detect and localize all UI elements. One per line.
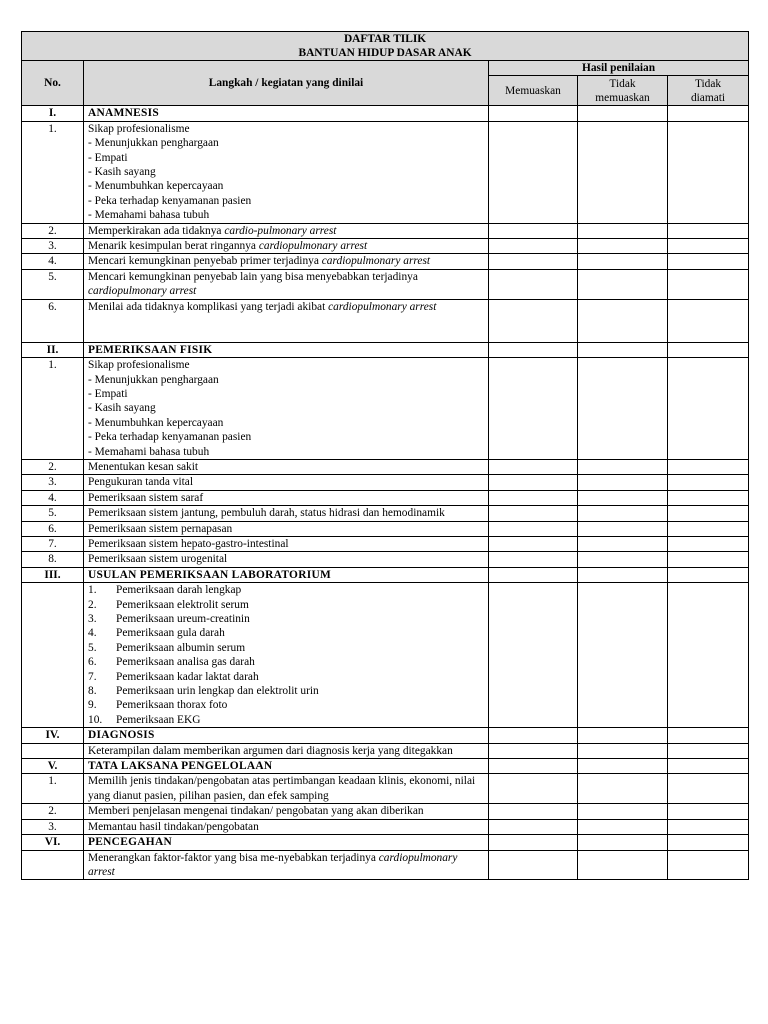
step-term: cardiopulmonary arrest [328,300,437,313]
table-row [22,269,749,299]
step-line: - Menunjukkan penghargaan [88,373,219,386]
cell-satisfactory[interactable] [489,552,578,567]
cell-satisfactory[interactable] [489,121,578,223]
cell-satisfactory[interactable] [489,743,578,758]
row-step: Memilih jenis tindakan/pengobatan atas pertimbangan keadaan klinis, ekonomi, nilai yang dianut pasien, pilihan pasien, dan efek samping [84,774,489,804]
table-row [22,223,749,238]
cell-unobserved[interactable] [668,490,749,505]
step-line: - Memahami bahasa tubuh [88,445,210,458]
row-step: Pemeriksaan sistem saraf [84,490,489,505]
row-number-empty [22,850,84,880]
list-item [88,612,484,626]
table-row [22,475,749,490]
step-term: cardiopulmonary arrest [258,240,368,253]
row-number: 2. [22,459,84,474]
table-row [22,850,749,880]
step-text: Menilai ada tidaknya komplikasi yang terjadi akibat [88,300,329,313]
cell-unsatisfactory[interactable] [578,223,668,238]
item-number: 5. [88,641,97,654]
row-number: 5. [22,269,84,299]
row-step: Pemeriksaan sistem hepato-gastro-intestinal [84,536,489,551]
list-item [88,598,484,612]
item-text: Pemeriksaan ureum-creatinin [116,613,250,625]
cell-unobserved[interactable] [668,583,749,728]
cell-satisfactory[interactable] [489,342,578,357]
col-unobserved-header [668,76,749,106]
cell-unsatisfactory[interactable] [578,804,668,819]
row-number: 2. [22,804,84,819]
table-row [22,254,749,269]
step-term: cardiopulmonary arrest [88,285,197,298]
title-line-1: DAFTAR TILIK [343,33,427,45]
step-text: Mencari kemungkinan penyebab primer terjadinya [88,255,322,268]
row-step [84,850,489,880]
cell-unobserved[interactable] [668,536,749,551]
row-number-empty [22,583,84,728]
table-row [22,804,749,819]
cell-unobserved[interactable] [668,552,749,567]
list-item [88,713,484,727]
row-step: Pemeriksaan sistem jantung, pembuluh darah, status hidrasi dan hemodinamik [84,506,489,521]
cell-unsatisfactory[interactable] [578,728,668,743]
item-number: 3. [88,613,97,625]
section-row-prevention [22,835,749,850]
row-step: Menentukan kesan sakit [84,459,489,474]
item-number: 7. [88,670,97,683]
row-number: 3. [22,819,84,834]
cell-satisfactory[interactable] [489,223,578,238]
row-number: 4. [22,254,84,269]
row-step: Memberi penjelasan mengenai tindakan/ pengobatan yang akan diberikan [84,804,489,819]
cell-unsatisfactory[interactable] [578,475,668,490]
cell-unobserved[interactable] [668,835,749,850]
item-text: Pemeriksaan elektrolit serum [116,598,249,611]
table-row [22,583,749,728]
item-number: 2. [88,598,97,611]
table-row [22,743,749,758]
cell-unsatisfactory[interactable] [578,490,668,505]
cell-satisfactory[interactable] [489,536,578,551]
row-step [84,121,489,223]
item-text: Pemeriksaan darah lengkap [116,584,242,597]
item-text: Pemeriksaan kadar laktat darah [116,670,259,683]
section-row-lab-proposal [22,567,749,582]
cell-unsatisfactory[interactable] [578,521,668,536]
section-row-diagnosis [22,728,749,743]
table-row [22,299,749,342]
list-item [88,670,484,684]
cell-satisfactory[interactable] [489,299,578,342]
cell-unsatisfactory[interactable] [578,269,668,299]
cell-unobserved[interactable] [668,804,749,819]
cell-satisfactory[interactable] [489,819,578,834]
cell-unobserved[interactable] [668,121,749,223]
step-line: - Kasih sayang [88,166,156,179]
title-row [22,32,749,61]
step-text: Menarik kesimpulan berat ringannya [88,240,259,253]
row-number: 1. [22,774,84,804]
col-unobserved-line-1: Tidak [694,77,722,90]
table-row [22,506,749,521]
cell-satisfactory[interactable] [489,239,578,254]
section-title: PENCEGAHAN [84,835,489,850]
row-step: Memantau hasil tindakan/pengobatan [84,819,489,834]
row-number: 6. [22,521,84,536]
cell-satisfactory[interactable] [489,804,578,819]
col-unsatisfactory-line-1: Tidak [609,77,636,90]
step-line: - Menumbuhkan kepercayaan [88,180,224,193]
cell-unobserved[interactable] [668,269,749,299]
cell-unobserved[interactable] [668,506,749,521]
cell-unsatisfactory[interactable] [578,342,668,357]
cell-unsatisfactory[interactable] [578,759,668,774]
cell-satisfactory[interactable] [489,254,578,269]
section-number: IV. [22,728,84,743]
cell-satisfactory[interactable] [489,850,578,880]
cell-unobserved[interactable] [668,850,749,880]
row-number: 7. [22,536,84,551]
item-number: 1. [88,584,97,597]
list-item [88,641,484,655]
cell-unsatisfactory[interactable] [578,819,668,834]
table-row [22,819,749,834]
list-item [88,655,484,669]
cell-unsatisfactory[interactable] [578,299,668,342]
cell-satisfactory[interactable] [489,506,578,521]
cell-satisfactory[interactable] [489,358,578,460]
cell-satisfactory[interactable] [489,835,578,850]
row-number: 3. [22,239,84,254]
row-step: Pemeriksaan sistem urogenital [84,552,489,567]
row-number: 2. [22,223,84,238]
cell-unsatisfactory[interactable] [578,536,668,551]
cell-unsatisfactory[interactable] [578,583,668,728]
table-row [22,490,749,505]
cell-unsatisfactory[interactable] [578,567,668,582]
section-row-physical-exam [22,342,749,357]
lab-list [84,583,489,728]
step-term: cardio-pulmonary arrest [224,224,337,237]
cell-satisfactory[interactable] [489,728,578,743]
cell-unsatisfactory[interactable] [578,552,668,567]
item-number: 8. [88,685,97,698]
row-number: 1. [22,121,84,223]
cell-unsatisfactory[interactable] [578,358,668,460]
cell-unsatisfactory[interactable] [578,850,668,880]
cell-unobserved[interactable] [668,106,749,121]
section-number: I. [22,106,84,121]
item-number: 4. [88,627,97,640]
row-number: 8. [22,552,84,567]
step-line: - Memahami bahasa tubuh [88,209,210,222]
list-item [88,684,484,698]
checklist-sheet [21,31,748,880]
section-number: II. [22,342,84,357]
cell-unobserved[interactable] [668,521,749,536]
item-text: Pemeriksaan urin lengkap dan elektrolit urin [116,685,319,698]
step-text: Menerangkan faktor-faktor yang bisa me-nyebabkan terjadinya [88,851,379,864]
col-unsatisfactory-line-2: memuaskan [595,91,650,104]
row-step [84,254,489,269]
table-row [22,459,749,474]
header-row-1 [22,61,749,76]
cell-satisfactory[interactable] [489,269,578,299]
step-term: cardiopulmonary arrest [88,851,458,878]
section-title: USULAN PEMERIKSAAN LABORATORIUM [84,567,489,582]
row-step [84,299,489,342]
cell-unsatisfactory[interactable] [578,121,668,223]
document-title [22,32,749,61]
item-number: 10. [88,713,103,726]
step-line: - Peka terhadap kenyamanan pasien [88,194,252,207]
item-text: Pemeriksaan thorax foto [116,699,228,712]
table-row [22,239,749,254]
row-number: 1. [22,358,84,460]
step-line: - Menunjukkan penghargaan [88,137,219,150]
cell-satisfactory[interactable] [489,459,578,474]
item-number: 9. [88,699,97,712]
table-row [22,358,749,460]
item-text: Pemeriksaan EKG [116,713,201,726]
row-step: Keterampilan dalam memberikan argumen dari diagnosis kerja yang ditegakkan [84,743,489,758]
step-line: Sikap profesionalisme [88,359,190,372]
step-line: - Empati [88,151,128,164]
table-row [22,536,749,551]
cell-unobserved[interactable] [668,358,749,460]
section-title: PEMERIKSAAN FISIK [84,342,489,357]
table-row [22,121,749,223]
row-step: Pemeriksaan sistem pernapasan [84,521,489,536]
col-step-header: Langkah / kegiatan yang dinilai [84,61,489,106]
step-term: cardiopulmonary arrest [321,255,431,268]
section-number: V. [22,759,84,774]
row-step [84,358,489,460]
cell-unobserved[interactable] [668,223,749,238]
col-unsatisfactory-header [578,76,668,106]
cell-unsatisfactory[interactable] [578,835,668,850]
section-number: III. [22,567,84,582]
row-number: 3. [22,475,84,490]
section-number: VI. [22,835,84,850]
item-text: Pemeriksaan gula darah [116,627,225,640]
cell-unsatisfactory[interactable] [578,106,668,121]
list-item [88,583,484,597]
table-row [22,521,749,536]
row-step [84,269,489,299]
step-line: - Peka terhadap kenyamanan pasien [88,431,252,444]
cell-unsatisfactory[interactable] [578,254,668,269]
row-step: Pengukuran tanda vital [84,475,489,490]
cell-unobserved[interactable] [668,774,749,804]
col-satisfactory-header: Memuaskan [489,76,578,106]
cell-unobserved[interactable] [668,728,749,743]
section-title: ANAMNESIS [84,106,489,121]
list-item [88,698,484,712]
cell-satisfactory[interactable] [489,475,578,490]
item-text: Pemeriksaan albumin serum [116,641,246,654]
step-line: - Empati [88,387,128,400]
cell-unsatisfactory[interactable] [578,506,668,521]
cell-unobserved[interactable] [668,342,749,357]
checklist-table [21,31,749,880]
cell-unobserved[interactable] [668,254,749,269]
step-text: Mencari kemungkinan penyebab lain yang bisa menyebabkan terjadinya [88,270,418,283]
cell-unobserved[interactable] [668,475,749,490]
section-row-management [22,759,749,774]
cell-unobserved[interactable] [668,239,749,254]
step-line: - Menumbuhkan kepercayaan [88,416,224,429]
cell-satisfactory[interactable] [489,106,578,121]
row-number: 4. [22,490,84,505]
step-line: - Kasih sayang [88,402,156,415]
item-number: 6. [88,656,97,669]
cell-unobserved[interactable] [668,743,749,758]
cell-satisfactory[interactable] [489,567,578,582]
cell-unobserved[interactable] [668,299,749,342]
cell-satisfactory[interactable] [489,490,578,505]
cell-satisfactory[interactable] [489,583,578,728]
item-text: Pemeriksaan analisa gas darah [116,656,255,669]
step-text: Memperkirakan ada tidaknya [88,224,225,237]
title-line-2: BANTUAN HIDUP DASAR ANAK [298,47,472,59]
cell-satisfactory[interactable] [489,521,578,536]
section-title: DIAGNOSIS [84,728,489,743]
cell-unsatisfactory[interactable] [578,774,668,804]
cell-unsatisfactory[interactable] [578,459,668,474]
section-title: TATA LAKSANA PENGELOLAAN [84,759,489,774]
table-row [22,552,749,567]
row-number: 5. [22,506,84,521]
cell-satisfactory[interactable] [489,759,578,774]
list-item [88,626,484,640]
cell-unobserved[interactable] [668,819,749,834]
cell-satisfactory[interactable] [489,774,578,804]
row-number-empty [22,743,84,758]
cell-unobserved[interactable] [668,759,749,774]
col-result-header: Hasil penilaian [489,61,749,76]
cell-unsatisfactory[interactable] [578,743,668,758]
step-line: Sikap profesionalisme [88,122,190,135]
section-row-anamnesis [22,106,749,121]
cell-unobserved[interactable] [668,567,749,582]
row-step [84,239,489,254]
col-no-header: No. [22,61,84,106]
row-step [84,223,489,238]
col-unobserved-line-2: diamati [690,91,726,104]
row-number: 6. [22,299,84,342]
table-row [22,774,749,804]
cell-unsatisfactory[interactable] [578,239,668,254]
cell-unobserved[interactable] [668,459,749,474]
